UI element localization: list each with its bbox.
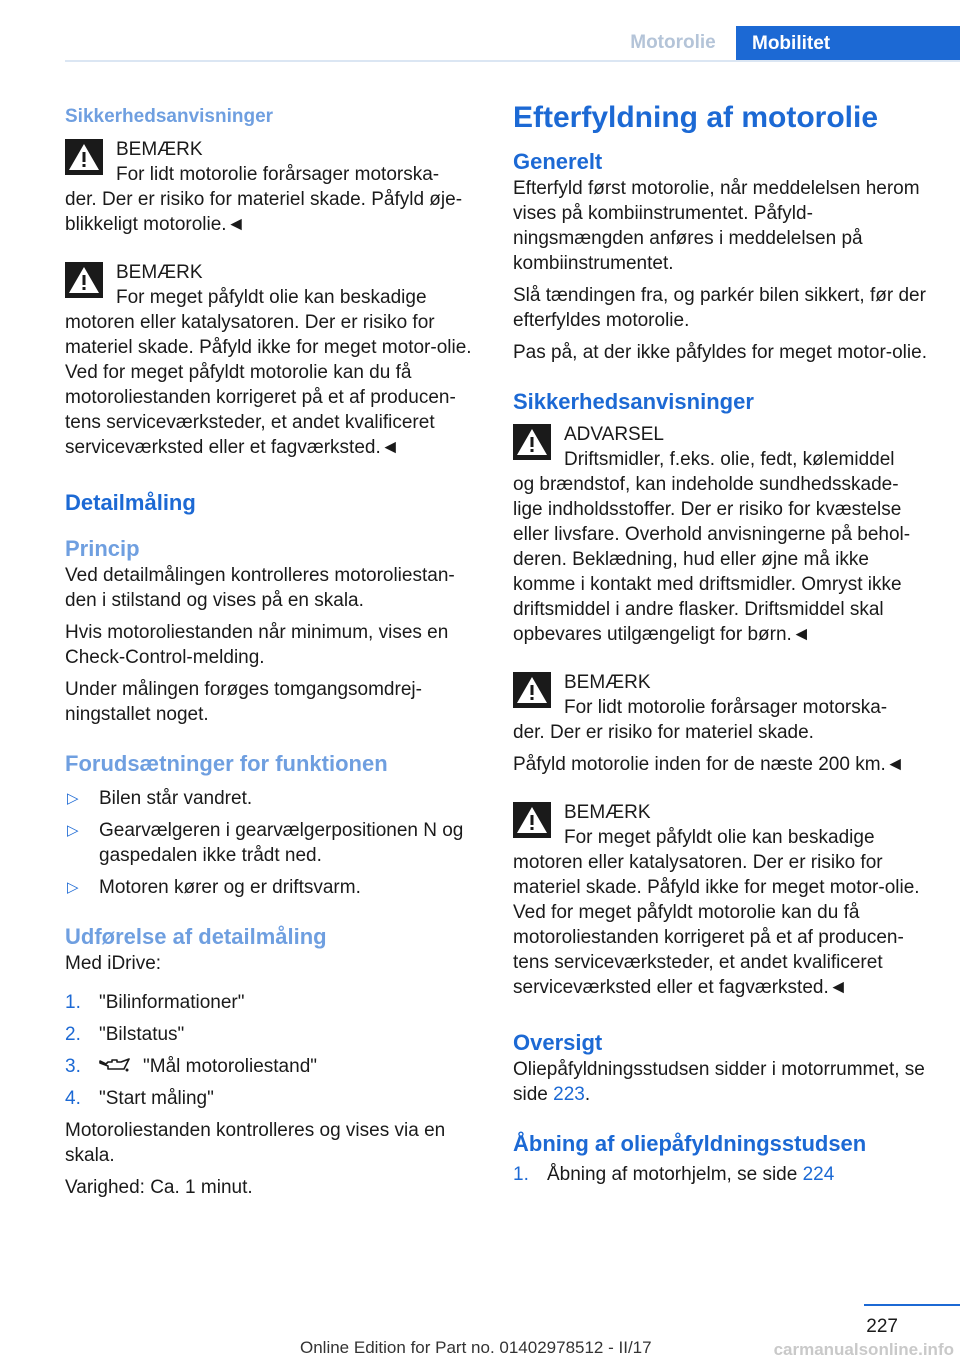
warning-triangle-icon bbox=[65, 262, 103, 298]
warning-triangle-icon bbox=[65, 139, 103, 175]
page-title: Efterfyldning af motorolie bbox=[513, 101, 879, 134]
notice-label: BEMÆRK bbox=[116, 139, 203, 160]
notice-label: BEMÆRK bbox=[564, 672, 651, 693]
warning-triangle-icon bbox=[513, 424, 551, 460]
notice-text: og brændstof, kan indeholde sundhedsskade-lige indholdsstoffer. Der er risiko for kvæstelse eller livsfare. Overhold anvisningerne på behol-deren. Beklædning, hud eller øjne må ikke komme i kontakt med driftsmidler. Omryst ikke driftsmiddel i andre flasker. Driftsmiddel skal opbevares utilgængeligt for børn.◄ bbox=[513, 474, 911, 645]
list-item: ▷ Bilen står vandret. bbox=[67, 788, 253, 809]
execution-heading: Udførelse af detailmåling bbox=[65, 924, 327, 949]
triangle-bullet-icon: ▷ bbox=[67, 790, 79, 807]
warning-notice bbox=[513, 422, 928, 647]
left-column bbox=[65, 100, 480, 1207]
notice-text: motoren eller katalysatoren. Der er risiko for materiel skade. Påfyld ikke for meget motor-olie. Ved for meget påfyldt motorolie kan du få motoroliestanden korrigeret på et af producen-tens serviceværksteder, et andet kvalificeret serviceværksted eller et fagværksted.◄ bbox=[65, 312, 472, 458]
list-item: 1. Åbning af motorhjelm, se side 224 bbox=[513, 1164, 835, 1185]
opening-heading: Åbning af oliepåfyldningsstudsen bbox=[513, 1131, 867, 1156]
page-link-224[interactable]: 224 bbox=[802, 1164, 835, 1185]
detail-heading: Detailmåling bbox=[65, 490, 196, 515]
notice-label: ADVARSEL bbox=[564, 424, 664, 445]
general-heading: Generelt bbox=[513, 149, 603, 174]
notice-1 bbox=[65, 137, 480, 237]
principle-paragraph-2: Hvis motoroliestanden når minimum, vises en Check-Control-melding. bbox=[65, 622, 449, 668]
notice-text-first: Driftsmidler, f.eks. olie, fedt, kølemiddel bbox=[564, 449, 895, 470]
notice-text-first: For lidt motorolie forårsager motorska- bbox=[116, 164, 440, 185]
notice-label: BEMÆRK bbox=[564, 802, 651, 823]
requirements-heading: Forudsætninger for funktionen bbox=[65, 751, 388, 776]
edition-note: Online Edition for Part no. 01402978512 - II/17 bbox=[300, 1338, 652, 1357]
warning-triangle-icon bbox=[513, 802, 551, 838]
safety-heading-left: Sikkerhedsanvisninger bbox=[65, 106, 274, 127]
list-item: 4. "Start måling" bbox=[65, 1088, 214, 1109]
notice-text-first: For meget påfyldt olie kan beskadige bbox=[564, 827, 875, 848]
execution-paragraph-2: Varighed: Ca. 1 minut. bbox=[65, 1177, 253, 1198]
tab-mobilitet[interactable]: Mobilitet bbox=[736, 26, 960, 62]
general-paragraph-1: Efterfyld først motorolie, når meddelelsen herom vises på kombiinstrumentet. Påfyld-ningsmængden anføres i meddelelsen på kombiinstrumentet. bbox=[513, 178, 920, 274]
list-item: 2. "Bilstatus" bbox=[65, 1024, 185, 1045]
list-item: ▷ Gearvælgeren i gearvælgerpositionen N og gaspedalen ikke trådt ned. bbox=[67, 820, 464, 866]
notice-text: der. Der er risiko for materiel skade. bbox=[513, 722, 814, 743]
execution-paragraph-1: Motoroliestanden kontrolleres og vises via en skala. bbox=[65, 1120, 446, 1166]
footer-rule bbox=[864, 1304, 960, 1306]
execution-intro: Med iDrive: bbox=[65, 953, 162, 974]
list-item: ▷ Motoren kører og er driftsvarm. bbox=[67, 877, 361, 898]
safety-heading-right: Sikkerhedsanvisninger bbox=[513, 389, 754, 414]
oil-can-icon bbox=[99, 1057, 131, 1075]
overview-paragraph: Oliepåfyldningsstudsen sidder i motorrummet, se side 223. bbox=[513, 1059, 925, 1105]
notice-text-first: For meget påfyldt olie kan beskadige bbox=[116, 287, 427, 308]
principle-paragraph-3: Under målingen forøges tomgangsomdrej-ningstallet noget. bbox=[65, 679, 422, 725]
principle-heading: Princip bbox=[65, 536, 140, 561]
notice-text: motoren eller katalysatoren. Der er risiko for materiel skade. Påfyld ikke for meget motor-olie. Ved for meget påfyldt motorolie kan du få motoroliestanden korrigeret på et af producen-tens serviceværksteder, et andet kvalificeret serviceværksted eller et fagværksted.◄ bbox=[513, 852, 920, 998]
general-paragraph-2: Slå tændingen fra, og parkér bilen sikkert, før der efterfyldes motorolie. bbox=[513, 285, 926, 331]
page-number: 227 bbox=[866, 1316, 898, 1337]
tab-motorolie[interactable]: Motorolie bbox=[630, 32, 716, 53]
right-column bbox=[513, 100, 928, 1194]
page-link-223[interactable]: 223 bbox=[553, 1084, 585, 1105]
notice-label: BEMÆRK bbox=[116, 262, 203, 283]
watermark: carmanualsonline.info bbox=[773, 1340, 954, 1359]
triangle-bullet-icon: ▷ bbox=[67, 822, 79, 839]
general-paragraph-3: Pas på, at der ikke påfyldes for meget motor-olie. bbox=[513, 342, 927, 363]
warning-triangle-icon bbox=[513, 672, 551, 708]
notice-text: der. Der er risiko for materiel skade. Påfyld øje-blikkeligt motorolie.◄ bbox=[65, 189, 463, 235]
notice-3 bbox=[513, 670, 928, 745]
notice-text-first: For lidt motorolie forårsager motorska- bbox=[564, 697, 888, 718]
principle-paragraph-1: Ved detailmålingen kontrolleres motoroliestan-den i stilstand og vises på en skala. bbox=[65, 565, 455, 611]
notice-2 bbox=[65, 260, 480, 460]
list-item: 3. "Mål motoroliestand" bbox=[65, 1056, 318, 1077]
notice-4 bbox=[513, 800, 928, 1000]
overview-heading: Oversigt bbox=[513, 1030, 603, 1055]
notice-3-extra: Påfyld motorolie inden for de næste 200 km.◄ bbox=[513, 754, 905, 775]
triangle-bullet-icon: ▷ bbox=[67, 879, 79, 896]
list-item: 1. "Bilinformationer" bbox=[65, 992, 245, 1013]
header-rule bbox=[65, 60, 960, 62]
